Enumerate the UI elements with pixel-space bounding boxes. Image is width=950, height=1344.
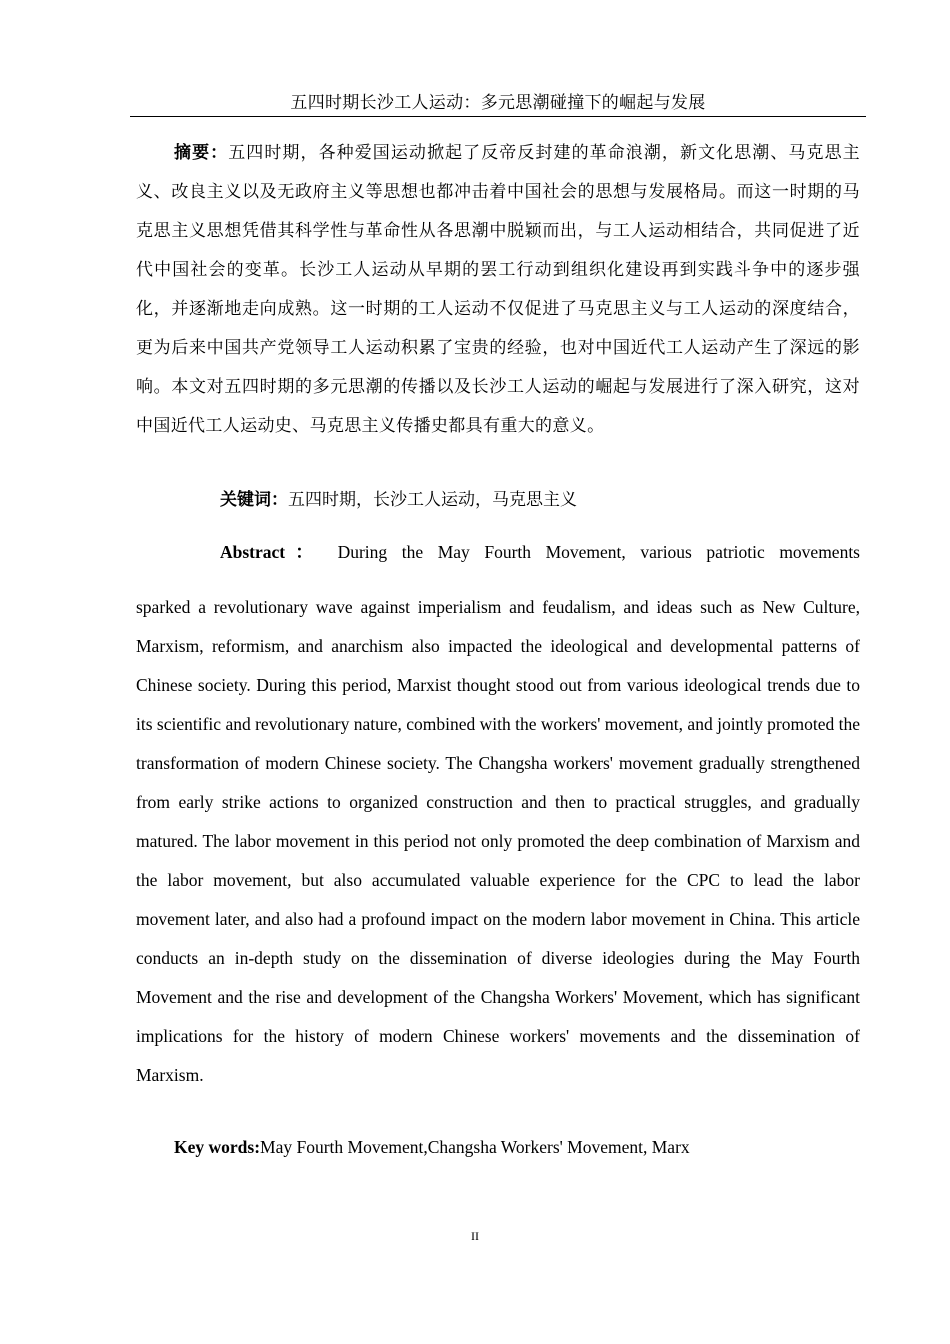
english-abstract-first-line-text: During the May Fourth Movement, various patriotic movements [337,542,860,562]
chinese-abstract-text: 五四时期，各种爱国运动掀起了反帝反封建的革命浪潮，新文化思潮、马克思主义、改良主义以及无政府主义等思想也都冲击着中国社会的思想与发展格局。而这一时期的马克思主义思想凭借其科学性与革命性从各思潮中脱颖而出，与工人运动相结合，共同促进了近代中国社会的变革。长沙工人运动从早期的罢工行动到组织化建设再到实践斗争中的逐步强化，并逐渐地走向成熟。这一时期的工人运动不仅促进了马克思主义与工人运动的深度结合，更为后来中国共产党领导工人运动积累了宝贵的经验，也对中国近代工人运动产生了深远的影响。本文对五四时期的多元思潮的传播以及长沙工人运动的崛起与发展进行了深入研究，这对中国近代工人运动史、马克思主义传播史都具有重大的意义。 [136,143,860,436]
page-number: II [471,1229,479,1243]
chinese-keywords-text: 五四时期，长沙工人运动，马克思主义 [288,490,577,510]
english-keywords-text: May Fourth Movement,Changsha Workers' Movement, Marx [260,1137,690,1157]
chinese-keywords [136,485,944,515]
chinese-abstract [136,134,860,446]
english-abstract-first-line [136,538,860,566]
chinese-abstract-label: 摘要： [174,143,229,163]
english-abstract-label: Abstract： [220,542,324,562]
header-divider [130,116,866,117]
english-abstract-text: sparked a revolutionary wave against imperialism and feudalism, and ideas such as New Culture, Marxism, reformism, and anarchism also impacted the ideological and developmental patterns of Chinese society. During this period, Marxist thought stood out from various ideological trends due to its scientific and revolutionary nature, combined with the workers' movement, and jointly promoted the transformation of modern Chinese society. The Changsha workers' movement gradually strengthened from early strike actions to organized construction and then to practical struggles, and gradually matured. The labor movement in this period not only promoted the deep combination of Marxism and the labor movement, but also accumulated valuable experience for the CPC to lead the labor movement later, and also had a profound impact on the modern labor movement in China. This article conducts an in-depth study on the dissemination of diverse ideologies during the May Fourth Movement and the rise and development of the Changsha Workers' Movement, which has significant implications for the history of modern Chinese workers' movements and the dissemination of Marxism. [136,597,860,1085]
chinese-keywords-label: 关键词： [220,490,288,510]
running-header-title: 五四时期长沙工人运动：多元思潮碰撞下的崛起与发展 [290,93,706,113]
english-keywords-label: Key words: [174,1137,261,1157]
english-keywords [136,1133,898,1161]
